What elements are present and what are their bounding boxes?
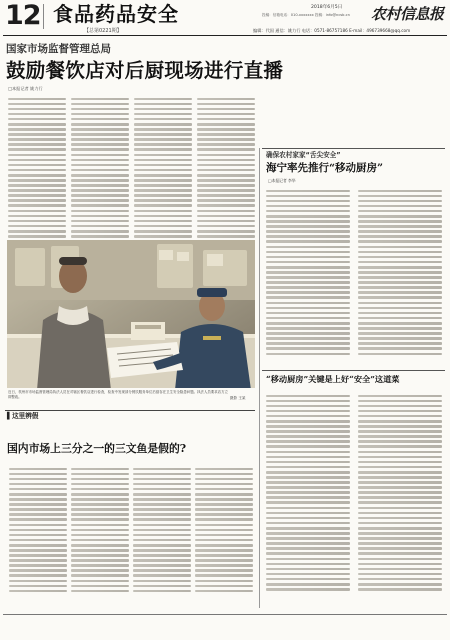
inspection-photo <box>7 240 255 388</box>
right-body-col-3 <box>266 392 350 604</box>
header-rule <box>3 35 447 36</box>
right-byline: □本报记者 李华 <box>268 178 296 183</box>
inspection-photo-illustration <box>7 240 255 388</box>
editor-contact-line: 编辑：代国 通信：姚力行 电话：0571-86757186 E-mail：496739668@qq.com <box>253 28 411 33</box>
section-title: 食品药品安全 <box>53 2 179 26</box>
tips-body-col-3 <box>133 465 191 605</box>
right-top-rule <box>262 148 445 149</box>
page-number: 12 <box>5 0 41 31</box>
editorial-contact-line: 投稿：信箱电话：010-xxxxxxx 投稿：info@ncsb.cn <box>262 13 350 17</box>
tips-headline: 国内市场上三分之一的三文鱼是假的? <box>7 442 187 455</box>
right-column <box>262 148 446 608</box>
right-body-col-2 <box>358 187 442 365</box>
lead-byline: □本报记者 姚力行 <box>8 86 43 91</box>
right-body-col-4 <box>358 392 442 604</box>
photo-credit: 摄影 王某 <box>230 396 246 400</box>
tips-body-col-4 <box>195 465 253 605</box>
lead-kicker: 国家市场监督管理总局 <box>6 43 111 55</box>
right-kicker: 确保农村家家“舌尖安全” <box>266 151 341 159</box>
tips-body-col-1 <box>9 465 67 605</box>
photo-caption: 近日，杭州市市场监督管理局执法人员在对辖区餐饮店进行检查，检查中发现部分餐饮服务单位后厨存在卫生安全隐患问题。执法人员要求店方立即整改。 <box>8 390 228 399</box>
right-subhead-rule <box>262 370 445 371</box>
page-bottom-rule <box>3 614 447 615</box>
section-code: 【总第0221期】 <box>84 28 122 34</box>
tips-label: ▌这里辨假 <box>7 412 39 420</box>
tips-body-col-2 <box>71 465 129 605</box>
tips-box <box>5 410 255 610</box>
lead-headline: 鼓励餐饮店对后厨现场进行直播 <box>6 59 284 82</box>
column-separator <box>259 148 260 608</box>
newspaper-logo: 农村信息报 <box>371 5 444 23</box>
right-headline: 海宁率先推行“移动厨房” <box>266 162 384 174</box>
issue-date: 2018年6月5日 <box>311 5 343 10</box>
header-divider-vertical <box>43 4 44 29</box>
page-header <box>0 0 450 40</box>
right-body-col-1 <box>266 187 350 365</box>
right-subhead: “移动厨房”关键是上好“安全”这道菜 <box>266 374 400 384</box>
tips-top-rule <box>5 410 255 411</box>
